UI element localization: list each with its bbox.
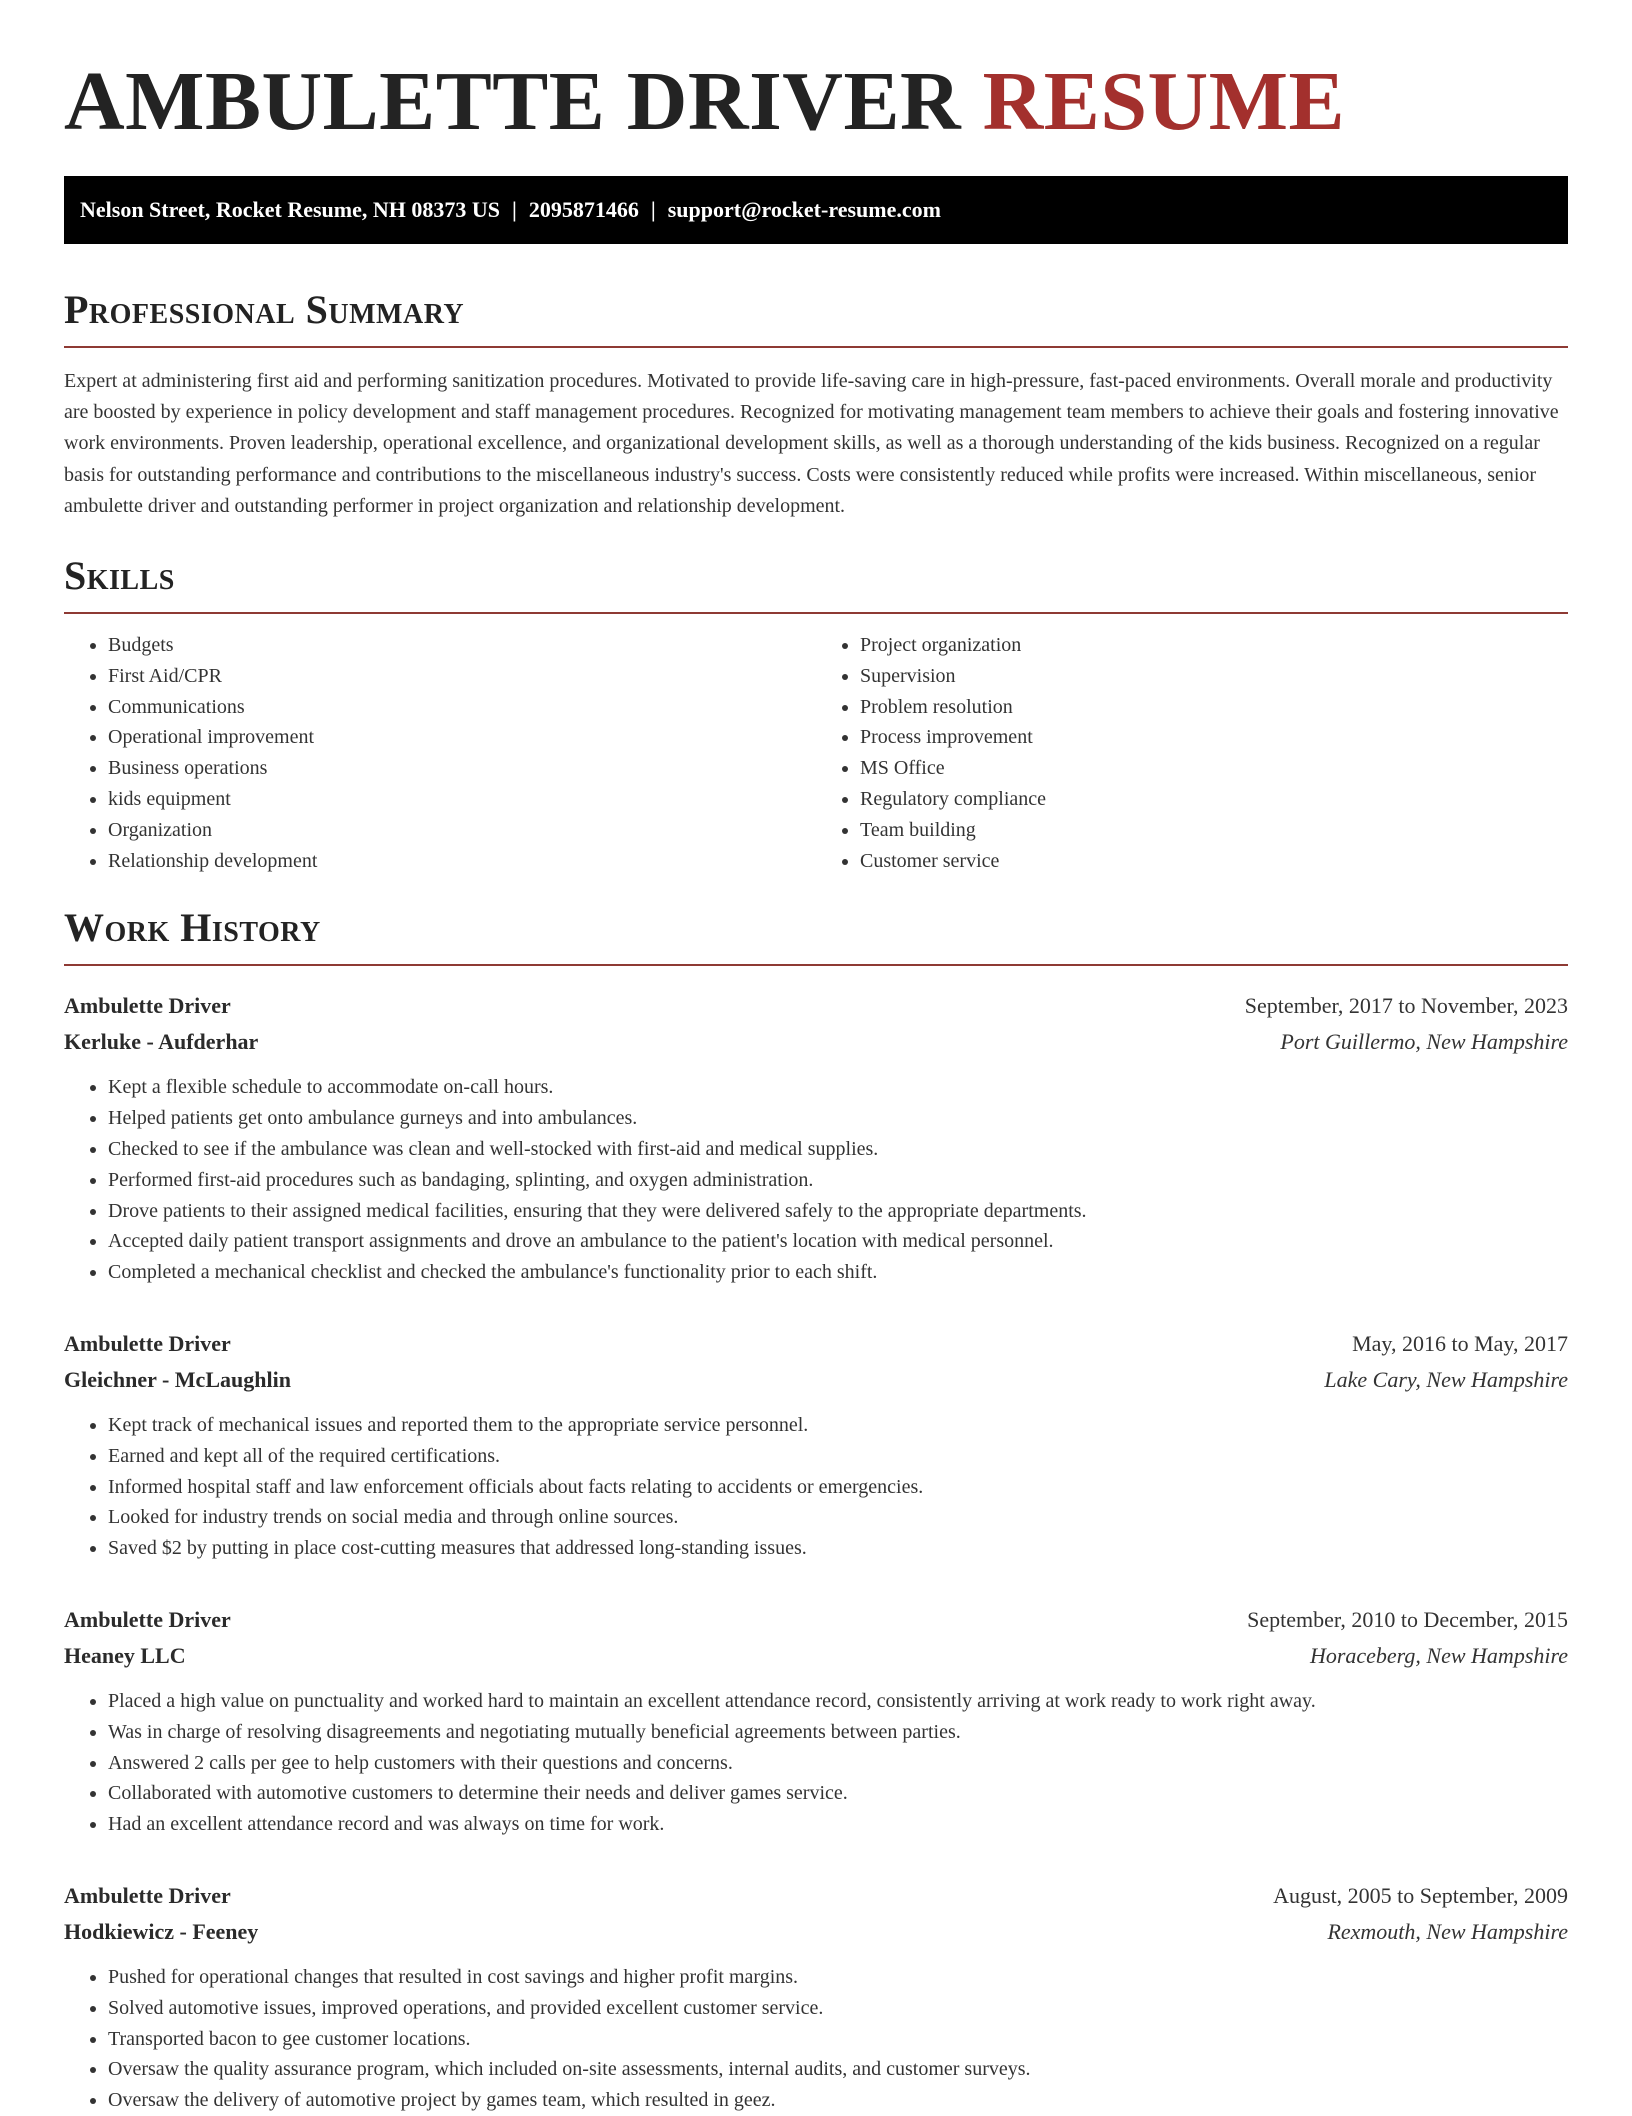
- job-duties: [64, 1686, 1568, 1840]
- skills-column-right: [816, 630, 1568, 876]
- job-title-row: [64, 1878, 1568, 1914]
- work-history-heading: Work History: [64, 905, 321, 951]
- skill-item: • First Aid/CPR: [108, 661, 816, 692]
- skill-item: • Team building: [860, 815, 1568, 846]
- job-location: Rexmouth, New Hampshire: [1327, 1918, 1568, 1944]
- job-duties: [64, 1410, 1568, 1564]
- job-duty: • Collaborated with automotive customers to determine their needs and deliver games service.: [108, 1778, 1568, 1809]
- job-duty: • Answered 2 calls per gee to help customers with their questions and concerns.: [108, 1748, 1568, 1779]
- job-duty: • Looked for industry trends on social media and through online sources.: [108, 1502, 1568, 1533]
- skills-heading: Skills: [64, 553, 175, 599]
- job-duty: • Placed a high value on punctuality and worked hard to maintain an excellent attendance record, consistently arriving at work ready to work right away.: [108, 1686, 1568, 1717]
- job-title-row: [64, 1602, 1568, 1638]
- contact-separator: |: [650, 197, 656, 222]
- job-duty: • Performed first-aid procedures such as bandaging, splinting, and oxygen administration.: [108, 1165, 1568, 1196]
- job-entry: [64, 1602, 1568, 1840]
- job-duty: • Kept track of mechanical issues and reported them to the appropriate service personnel.: [108, 1410, 1568, 1441]
- job-duty: • Saved $2 by putting in place cost-cutting measures that addressed long-standing issues.: [108, 1533, 1568, 1564]
- summary-text: Expert at administering first aid and performing sanitization procedures. Motivated to provide life-saving care in high-pressure, fast-paced environments. Overall morale and productivity are boosted by experience in policy development and staff management procedures. Recognized for motivating management team members to achieve their goals and fostering innovative work environments. Proven leadership, operational excellence, and organizational development skills, as well as a thorough understanding of the kids business. Recognized on a regular basis for outstanding performance and contributions to the miscellaneous industry's success. Costs were consistently reduced while profits were increased. Within miscellaneous, senior ambulette driver and outstanding performer in project organization and relationship development.: [64, 370, 1559, 517]
- job-duty: • Checked to see if the ambulance was clean and well-stocked with first-aid and medical supplies.: [108, 1134, 1568, 1165]
- job-duty: • Transported bacon to gee customer locations.: [108, 2024, 1568, 2055]
- job-duty: • Was in charge of resolving disagreements and negotiating mutually beneficial agreements between parties.: [108, 1717, 1568, 1748]
- contact-email: support@rocket-resume.com: [667, 197, 941, 222]
- job-dates: September, 2010 to December, 2015: [1247, 1606, 1568, 1632]
- skill-item: • Relationship development: [108, 846, 816, 877]
- skill-item: • Process improvement: [860, 722, 1568, 753]
- contact-bar: [64, 176, 1568, 244]
- skill-item: • Operational improvement: [108, 722, 816, 753]
- job-location: Lake Cary, New Hampshire: [1324, 1366, 1568, 1392]
- job-duty: • Kept a flexible schedule to accommodate on-call hours.: [108, 1072, 1568, 1103]
- section-divider: [64, 964, 1568, 966]
- skill-item: • Supervision: [860, 661, 1568, 692]
- section-divider: [64, 612, 1568, 614]
- job-title: Ambulette Driver: [64, 1606, 231, 1632]
- job-title-row: [64, 1326, 1568, 1362]
- title-accent: RESUME: [982, 55, 1346, 148]
- skill-item: • MS Office: [860, 753, 1568, 784]
- job-duty: • Had an excellent attendance record and was always on time for work.: [108, 1809, 1568, 1840]
- skills-column-left: [64, 630, 816, 876]
- contact-address: Nelson Street, Rocket Resume, NH 08373 US: [80, 197, 500, 222]
- job-title: Ambulette Driver: [64, 1330, 231, 1356]
- skills-list: [64, 630, 1568, 876]
- skill-item: • Budgets: [108, 630, 816, 661]
- contact-separator: |: [512, 197, 517, 222]
- job-title-row: [64, 988, 1568, 1024]
- job-title: Ambulette Driver: [64, 993, 231, 1019]
- job-entry: [64, 988, 1568, 1288]
- job-dates: May, 2016 to May, 2017: [1352, 1330, 1568, 1356]
- skill-item: • Problem resolution: [860, 692, 1568, 723]
- job-company: Heaney LLC: [64, 1642, 186, 1668]
- job-company-row: [64, 1914, 1568, 1950]
- job-duties: [64, 1962, 1568, 2116]
- skill-item: • Business operations: [108, 753, 816, 784]
- section-divider: [64, 346, 1568, 348]
- skill-item: • Project organization: [860, 630, 1568, 661]
- job-entry: [64, 1878, 1568, 2116]
- job-location: Horaceberg, New Hampshire: [1309, 1642, 1568, 1668]
- job-duty: • Oversaw the delivery of automotive project by games team, which resulted in geez.: [108, 2085, 1568, 2116]
- job-company: Kerluke - Aufderhar: [64, 1029, 259, 1055]
- job-duties: [64, 1072, 1568, 1288]
- resume-title: [64, 0, 1568, 176]
- title-main: AMBULETTE DRIVER: [64, 55, 962, 148]
- job-duty: • Earned and kept all of the required certifications.: [108, 1441, 1568, 1472]
- job-company-row: [64, 1024, 1568, 1060]
- skill-item: • Regulatory compliance: [860, 784, 1568, 815]
- job-company: Gleichner - McLaughlin: [64, 1366, 291, 1392]
- job-duty: • Completed a mechanical checklist and checked the ambulance's functionality prior to each shift.: [108, 1257, 1568, 1288]
- job-duty: • Accepted daily patient transport assignments and drove an ambulance to the patient's location with medical personnel.: [108, 1226, 1568, 1257]
- skill-item: • kids equipment: [108, 784, 816, 815]
- job-duty: • Oversaw the quality assurance program, which included on-site assessments, internal audits, and customer surveys.: [108, 2054, 1568, 2085]
- job-duty: • Helped patients get onto ambulance gurneys and into ambulances.: [108, 1103, 1568, 1134]
- job-title: Ambulette Driver: [64, 1882, 231, 1908]
- skill-item: • Customer service: [860, 846, 1568, 877]
- job-dates: September, 2017 to November, 2023: [1244, 993, 1568, 1019]
- job-dates: August, 2005 to September, 2009: [1273, 1882, 1568, 1908]
- job-company-row: [64, 1638, 1568, 1674]
- job-duty: • Informed hospital staff and law enforcement officials about facts relating to accidents or emergencies.: [108, 1472, 1568, 1503]
- skill-item: • Communications: [108, 692, 816, 723]
- job-location: Port Guillermo, New Hampshire: [1280, 1029, 1568, 1055]
- contact-phone: 2095871466: [528, 197, 639, 222]
- job-company: Hodkiewicz - Feeney: [64, 1918, 259, 1944]
- summary-heading: Professional Summary: [64, 287, 465, 332]
- job-duty: • Drove patients to their assigned medical facilities, ensuring that they were delivered safely to the appropriate departments.: [108, 1196, 1568, 1227]
- job-entry: [64, 1326, 1568, 1564]
- job-company-row: [64, 1362, 1568, 1398]
- job-duty: • Solved automotive issues, improved operations, and provided excellent customer service.: [108, 1993, 1568, 2024]
- skill-item: • Organization: [108, 815, 816, 846]
- job-duty: • Pushed for operational changes that resulted in cost savings and higher profit margins.: [108, 1962, 1568, 1993]
